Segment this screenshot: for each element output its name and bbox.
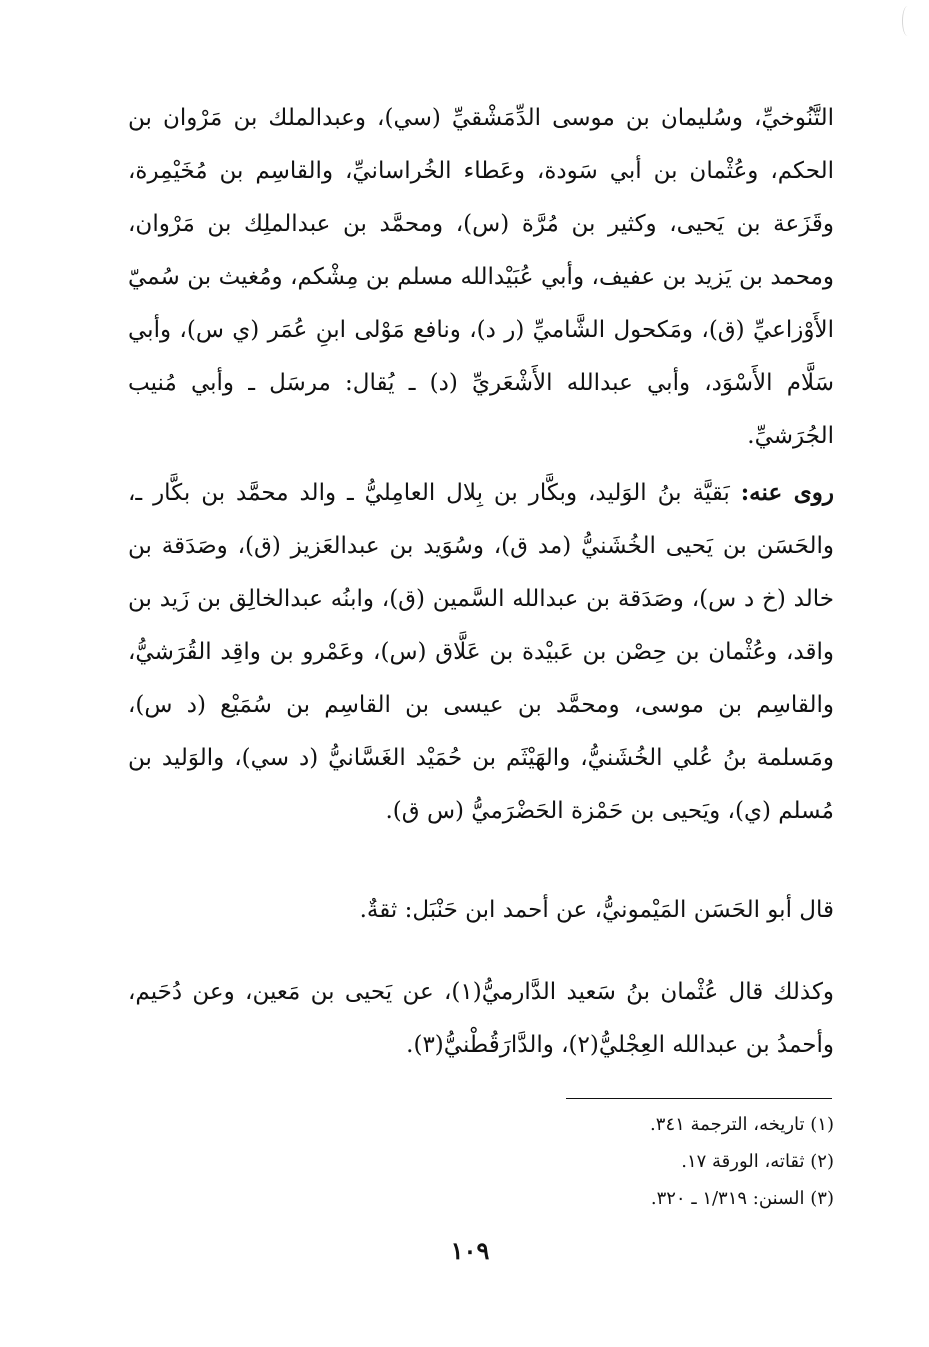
footnote-2: (٢) ثقاته، الورقة ١٧. <box>681 1151 834 1172</box>
footnote-divider <box>566 1098 832 1099</box>
students-list-text: بَقيَّة بنُ الوَليد، وبكَّار بن بِلال العامِليُّ ـ والد محمَّد بن بكَّار ـ، والحَسَن بن يَحيى الخُشَنيُّ (مد ق)، وسُوَيد بن عبدالعَزيز (ق)، وصَدَقة بن خالد (خ د س)، وصَدَقة بن عبدالله السَّمين (ق)، وابنُه عبدالخالِق بن زَيد بن واقد، وعُثْمان بن حِصْن بن عَبيْدة بن عَلَّاق (س)، وعَمْرو بن واقِد القُرَشيُّ، والقاسِم بن موسى، ومحمَّد بن عيسى بن القاسِم بن سُمَيْع (د س)، ومَسلمة بنُ عُلي الخُشَنيُّ، والهَيْثَم بن حُمَيْد الغَسَّانيُّ (د سي)، والوَليد بن مُسلم (ي)، ويَحيى بن حَمْزة الحَضْرَميُّ (س ق). <box>128 480 834 824</box>
paragraph-teachers-list: التَّنُوخيِّ، وسُليمان بن موسى الدِّمَشْقيِّ (سي)، وعبدالملك بن مَرْوان بن الحكم، وعُثْمان بن أبي سَودة، وعَطاء الخُراسانيِّ، والقاسِم بن مُخَيْمِرة، وقَزَعة بن يَحيى، وكثير بن مُرَّة (س)، ومحمَّد بن عبدالملِك بن مَرْوان، ومحمد بن يَزيد بن عفيف، وأبي عُبَيْدالله مسلم بن مِشْكم، ومُغيث بن سُميّ الأَوْزاعيِّ (ق)، ومَكحول الشَّاميِّ (ر د)، ونافع مَوْلى ابنِ عُمَر (ي س)، وأبي سَلَّام الأَسْوَد، وأبي عبدالله الأَشْعَريِّ (د) ـ يُقال: مرسَل ـ وأبي مُنيب الجُرَشيِّ. <box>128 105 834 449</box>
students-lead-label: روى عنه: <box>740 479 835 506</box>
paragraph-students-list <box>128 466 834 838</box>
page-number: ١٠٩ <box>450 1236 490 1265</box>
footnotes-list <box>400 1106 834 1217</box>
paragraph-other-authorities: وكذلك قال عُثْمان بنُ سَعيد الدَّارميُّ(١)، عن يَحيى بن مَعين، وعن دُحَيم، وأحمدُ بن عبدالله العِجْليُّ(٢)، والدَّارَقُطْنيُّ(٣). <box>128 979 834 1058</box>
footnote-3: (٣) السنن: ١/٣١٩ ـ ٣٢٠. <box>650 1188 834 1209</box>
paragraph-maymuni-quote: قال أبو الحَسَن المَيْمونيُّ، عن أحمد ابن حَنْبَل: ثقةٌ. <box>359 897 834 923</box>
footnote-1: (١) تاريخه، الترجمة ٣٤١. <box>650 1114 834 1135</box>
scan-edge-mark <box>902 6 913 36</box>
